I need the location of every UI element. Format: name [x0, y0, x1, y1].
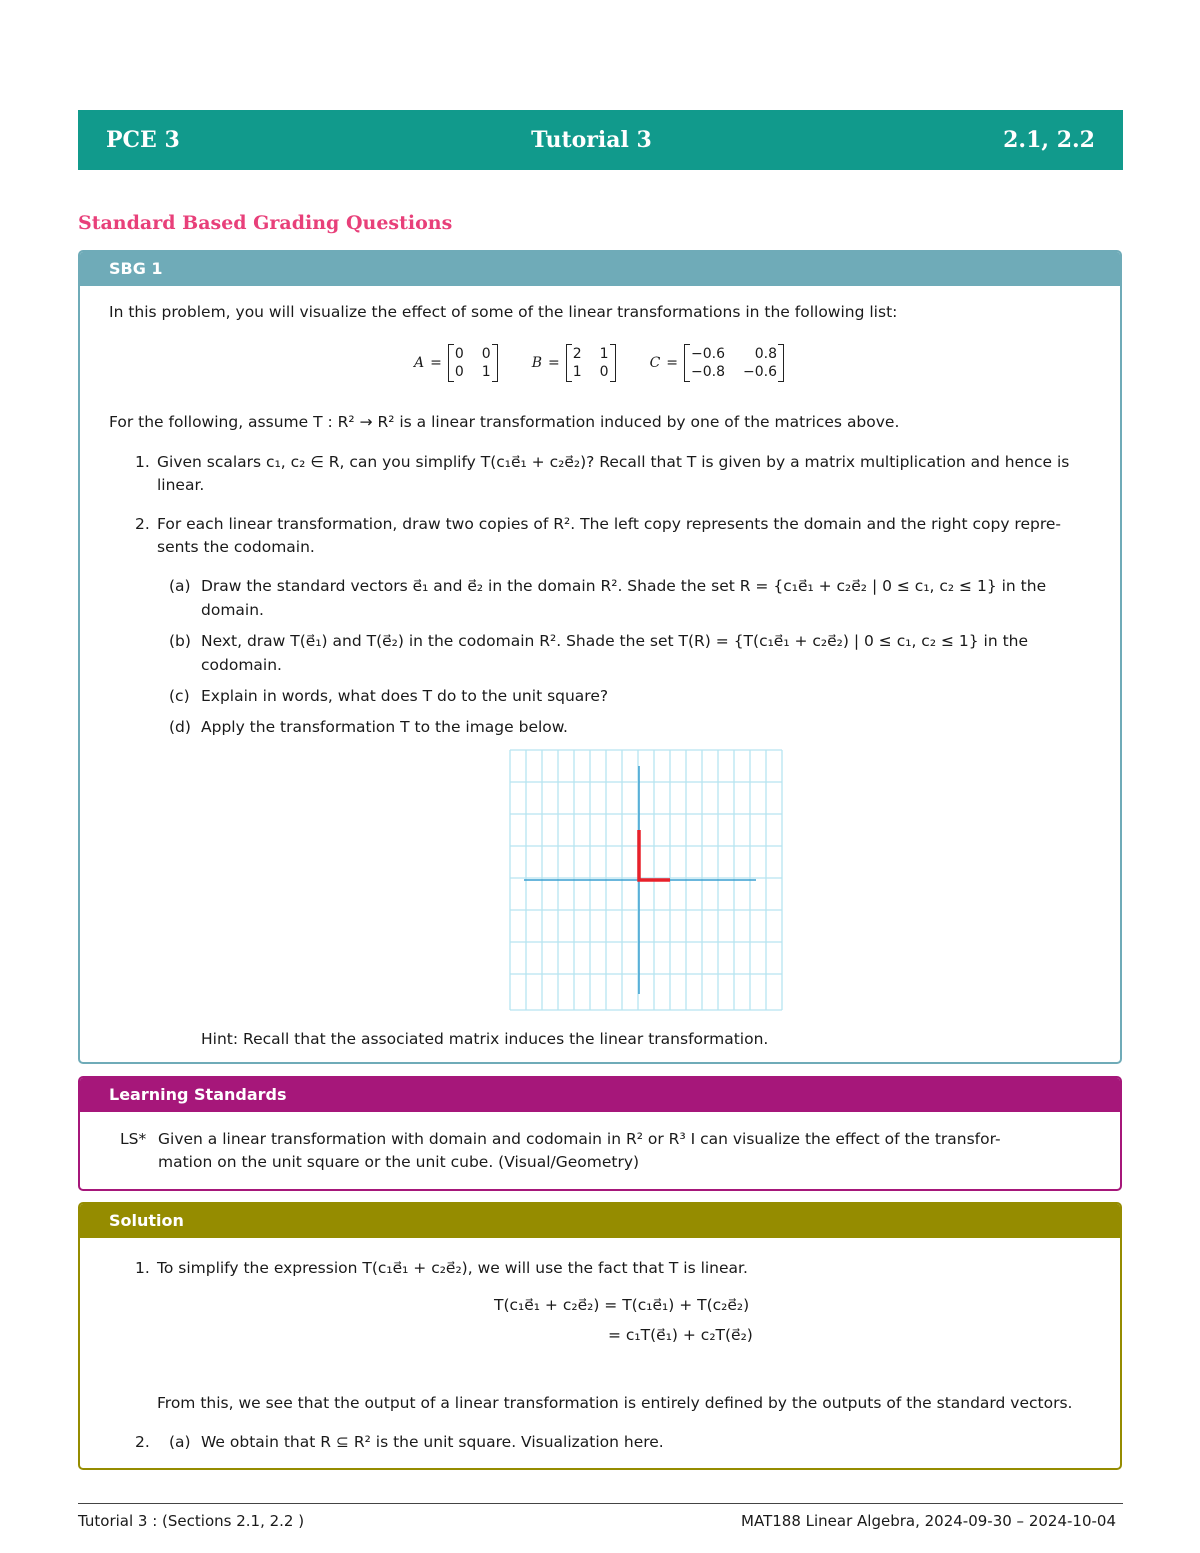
solution-box: [78, 1202, 1122, 1470]
banner-center: Tutorial 3: [531, 127, 652, 153]
banner-right: 2.1, 2.2: [1003, 127, 1095, 153]
ls-label: LS*: [120, 1130, 147, 1148]
q2-text-cont: sents the codomain.: [157, 538, 315, 556]
sbg-assume: For the following, assume T : R² → R² is a linear transformation induced by one of the matrices above.: [109, 413, 900, 431]
sbg-title: SBG 1: [80, 252, 1120, 286]
footer-left: Tutorial 3 : (Sections 2.1, 2.2 ): [78, 1512, 305, 1530]
qa-text-cont: domain.: [201, 601, 264, 619]
qb-text-cont: codomain.: [201, 656, 282, 674]
learning-standards-box: [78, 1076, 1122, 1191]
s1-conclusion: From this, we see that the output of a linear transformation is entirely defined by the outputs of the standard vectors.: [157, 1394, 1073, 1412]
qa-label: (a): [169, 577, 191, 595]
qb-text: Next, draw T(e⃗₁) and T(e⃗₂) in the codomain R². Shade the set T(R) = {T(c₁e⃗₁ + c₂e⃗₂) | 0 ≤ c₁, c₂ ≤ 1} in the: [201, 632, 1029, 650]
qa-text: Draw the standard vectors e⃗₁ and e⃗₂ in the domain R². Shade the set R = {c₁e⃗₁ + c₂e⃗₂ | 0 ≤ c₁, c₂ ≤ 1} in the: [201, 577, 1047, 595]
q2-text: For each linear transformation, draw two copies of R². The left copy represents the domain and the right copy repre-: [157, 515, 1061, 533]
q1-num: 1.: [135, 453, 150, 471]
s1-num: 1.: [135, 1259, 150, 1277]
eq-line-1: T(c₁e⃗₁ + c₂e⃗₂) = T(c₁e⃗₁) + T(c₂e⃗₂): [494, 1296, 750, 1314]
s2a-text: We obtain that R ⊆ R² is the unit square. Visualization here.: [201, 1433, 664, 1451]
matrix-b: B = 2 1 1 0: [532, 344, 616, 382]
sbg-intro: In this problem, you will visualize the effect of some of the linear transformations in the following list:: [109, 303, 898, 321]
s2-num: 2.: [135, 1433, 150, 1451]
qb-label: (b): [169, 632, 191, 650]
header-banner: [78, 110, 1123, 170]
solution-title: Solution: [80, 1204, 1120, 1238]
q1-text-cont: linear.: [157, 476, 205, 494]
matrix-list: [414, 344, 784, 382]
q2-num: 2.: [135, 515, 150, 533]
section-title: Standard Based Grading Questions: [78, 212, 453, 234]
qd-label: (d): [169, 718, 191, 736]
eq-line-2: = c₁T(e⃗₁) + c₂T(e⃗₂): [608, 1326, 753, 1344]
banner-left: PCE 3: [106, 127, 180, 153]
matrix-a: A = 0 0 0 1: [414, 344, 498, 382]
s2a-label: (a): [169, 1433, 191, 1451]
ls-line1: Given a linear transformation with domain and codomain in R² or R³ I can visualize the effect of the transfor-: [158, 1130, 1001, 1148]
ls-title: Learning Standards: [80, 1078, 1120, 1112]
ls-line2: mation on the unit square or the unit cube. (Visual/Geometry): [158, 1153, 640, 1171]
q1-text: Given scalars c₁, c₂ ∈ R, can you simplify T(c₁e⃗₁ + c₂e⃗₂)? Recall that T is given by a matrix multiplication and hence is: [157, 453, 1070, 471]
matrix-c: C = −0.6 0.8 −0.8 −0.6: [650, 344, 784, 382]
qc-label: (c): [169, 687, 190, 705]
grid-figure: [508, 748, 786, 1014]
footer-right: MAT188 Linear Algebra, 2024-09-30 – 2024-10-04: [741, 1512, 1116, 1530]
qd-text: Apply the transformation T to the image below.: [201, 718, 568, 736]
sbg-box: [78, 250, 1122, 1064]
qc-text: Explain in words, what does T do to the unit square?: [201, 687, 609, 705]
footer-rule: [78, 1503, 1123, 1504]
s1-text: To simplify the expression T(c₁e⃗₁ + c₂e⃗₂), we will use the fact that T is linear.: [157, 1259, 748, 1277]
hint-text: Hint: Recall that the associated matrix induces the linear transformation.: [201, 1030, 769, 1048]
